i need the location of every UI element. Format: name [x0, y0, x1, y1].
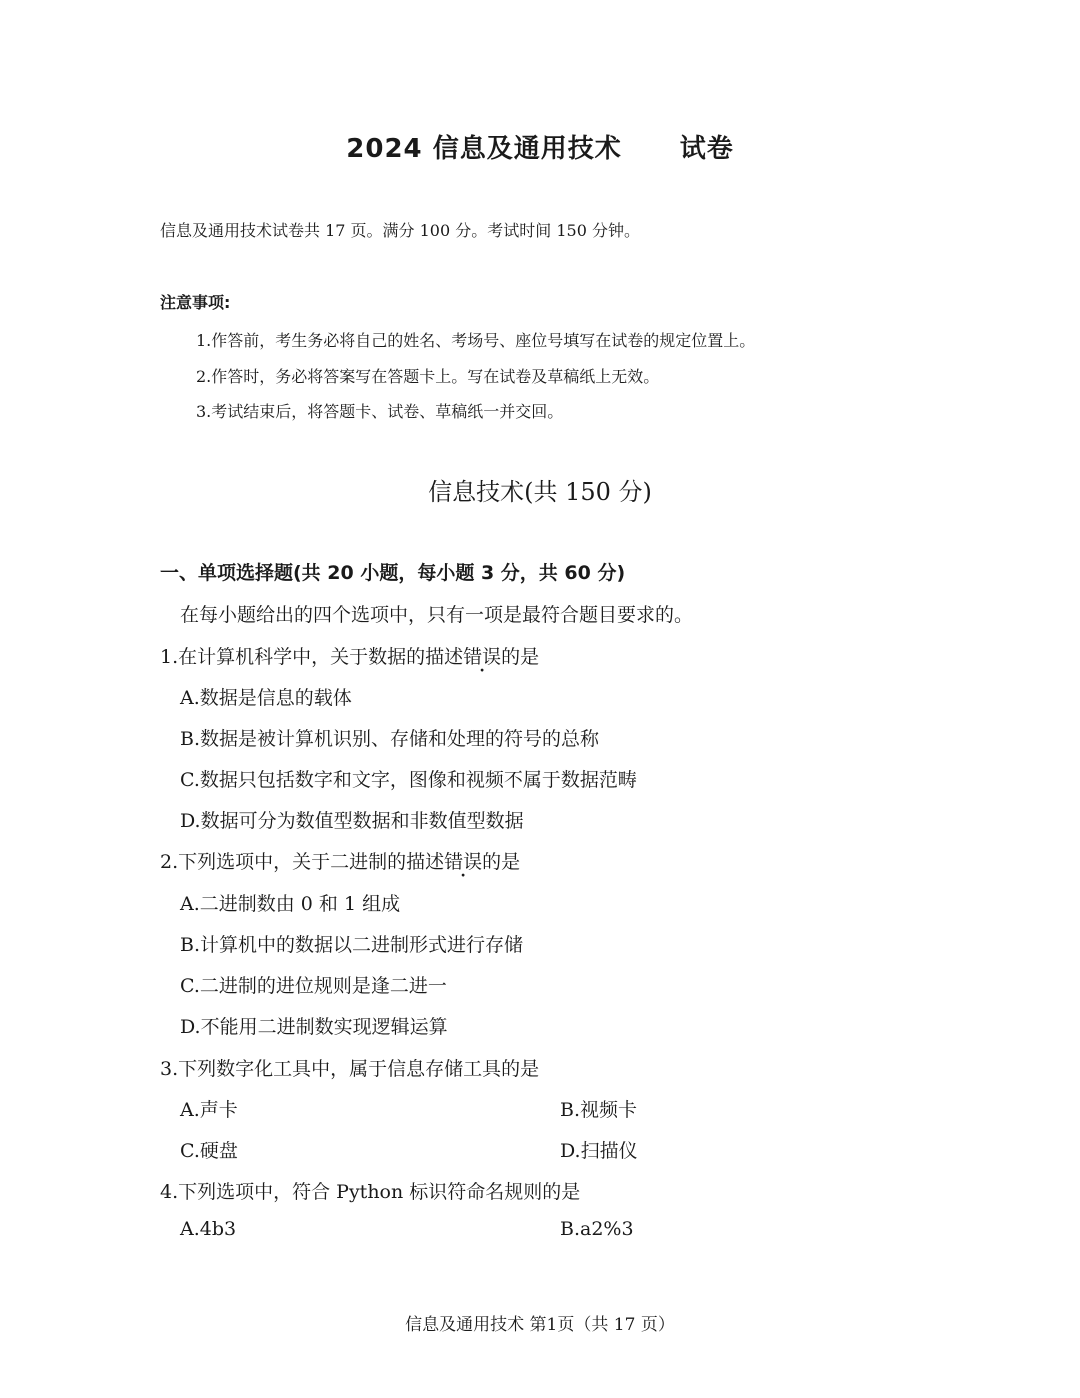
notice-item: 1.作答前，考生务必将自己的姓名、考场号、座位号填写在试卷的规定位置上。 — [196, 331, 756, 350]
exam-intro: 信息及通用技术试卷共 17 页。满分 100 分。考试时间 150 分钟。 — [160, 221, 640, 240]
option-b: B.视频卡 — [560, 1099, 638, 1121]
exam-title — [0, 128, 1080, 165]
stem-text: 1.在计算机科学中，关于数据的描述 — [160, 646, 464, 668]
emphasis-mark: 错误 — [463, 646, 502, 668]
stem-text: 的是 — [482, 851, 521, 873]
question-stem — [160, 847, 520, 874]
option-b: B.a2%3 — [560, 1218, 634, 1240]
option-c: C.硬盘 — [180, 1140, 238, 1162]
question-stem: 4.下列选项中，符合 Python 标识符命名规则的是 — [160, 1181, 581, 1203]
option-c: C.二进制的进位规则是逢二进一 — [180, 975, 447, 997]
section-title: 信息技术(共 150 分) — [428, 478, 652, 506]
option-a: A.数据是信息的载体 — [180, 687, 352, 709]
option-b: B.数据是被计算机识别、存储和处理的符号的总称 — [180, 728, 600, 750]
option-c: C.数据只包括数字和文字，图像和视频不属于数据范畴 — [180, 769, 637, 791]
exam-title-main: 2024 信息及通用技术 — [346, 134, 622, 164]
stem-text: 的是 — [501, 646, 540, 668]
option-a: A.二进制数由 0 和 1 组成 — [180, 893, 401, 915]
option-d: D.扫描仪 — [560, 1140, 638, 1162]
emphasis-mark: 错误 — [444, 851, 483, 873]
exam-title-tail: 试卷 — [679, 134, 734, 164]
part-instruction: 在每小题给出的四个选项中，只有一项是最符合题目要求的。 — [180, 604, 694, 626]
question-stem: 3.下列数字化工具中，属于信息存储工具的是 — [160, 1058, 540, 1080]
notice-item: 3.考试结束后，将答题卡、试卷、草稿纸一并交回。 — [196, 402, 564, 421]
option-a: A.4b3 — [180, 1218, 237, 1240]
notice-heading: 注意事项: — [160, 293, 231, 312]
option-a: A.声卡 — [180, 1099, 238, 1121]
page-footer: 信息及通用技术 第1页（共 17 页） — [405, 1315, 675, 1335]
option-d: D.数据可分为数值型数据和非数值型数据 — [180, 810, 524, 832]
option-d: D.不能用二进制数实现逻辑运算 — [180, 1016, 448, 1038]
stem-text: 2.下列选项中，关于二进制的描述 — [160, 851, 445, 873]
notice-item: 2.作答时，务必将答案写在答题卡上。写在试卷及草稿纸上无效。 — [196, 367, 660, 386]
option-b: B.计算机中的数据以二进制形式进行存储 — [180, 934, 524, 956]
question-stem — [160, 642, 539, 669]
part-heading: 一、单项选择题(共 20 小题，每小题 3 分，共 60 分) — [160, 562, 626, 584]
